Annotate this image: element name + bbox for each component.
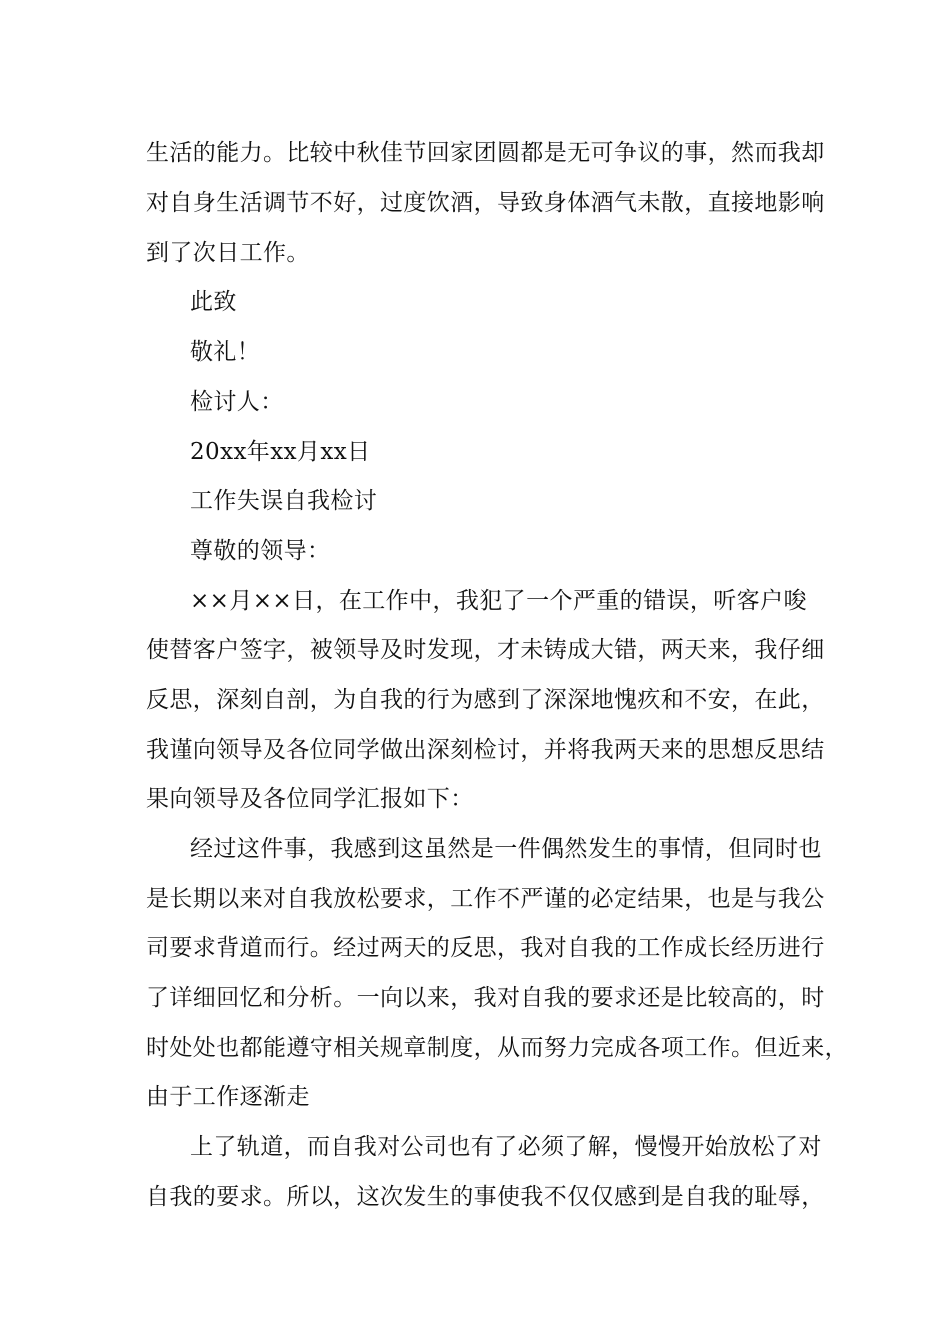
date-line: 20xx年xx月xx日 <box>190 439 371 465</box>
body-line: 了详细回忆和分析。一向以来，我对自我的要求还是比较高的，时 <box>146 985 825 1011</box>
signer-label: 检讨人： <box>190 389 284 415</box>
greeting: 尊敬的领导： <box>190 538 331 564</box>
body-line: 使替客户签字，被领导及时发现，才未铸成大错，两天来，我仔细 <box>146 637 825 663</box>
body-line: 我谨向领导及各位同学做出深刻检讨，并将我两天来的思想反思结 <box>146 737 825 763</box>
body-line: 时处处也都能遵守相关规章制度，从而努力完成各项工作。但近来， <box>146 1035 848 1061</box>
body-line: 反思，深刻自剖，为自我的行为感到了深深地愧疚和不安，在此， <box>146 687 825 713</box>
body-line: 由于工作逐渐走 <box>146 1084 310 1110</box>
body-line: ××月××日，在工作中，我犯了一个严重的错误，听客户唆 <box>190 588 807 614</box>
body-line: 是长期以来对自我放松要求，工作不严谨的必定结果，也是与我公 <box>146 886 825 912</box>
body-line: 上了轨道，而自我对公司也有了必须了解，慢慢开始放松了对 <box>190 1134 822 1160</box>
body-line: 经过这件事，我感到这虽然是一件偶然发生的事情，但同时也 <box>190 836 822 862</box>
body-line: 自我的要求。所以，这次发生的事使我不仅仅感到是自我的耻辱， <box>146 1184 825 1210</box>
body-line: 果向领导及各位同学汇报如下： <box>146 786 474 812</box>
body-line: 生活的能力。比较中秋佳节回家团圆都是无可争议的事，然而我却 <box>146 140 825 166</box>
body-line: 对自身生活调节不好，过度饮酒，导致身体酒气未散，直接地影响 <box>146 190 825 216</box>
section-title: 工作失误自我检讨 <box>190 488 378 514</box>
body-line: 到了次日工作。 <box>146 240 310 266</box>
closing-regards: 敬礼！ <box>190 339 261 365</box>
body-line: 司要求背道而行。经过两天的反思，我对自我的工作成长经历进行 <box>146 935 825 961</box>
closing-salutation: 此致 <box>190 289 237 315</box>
